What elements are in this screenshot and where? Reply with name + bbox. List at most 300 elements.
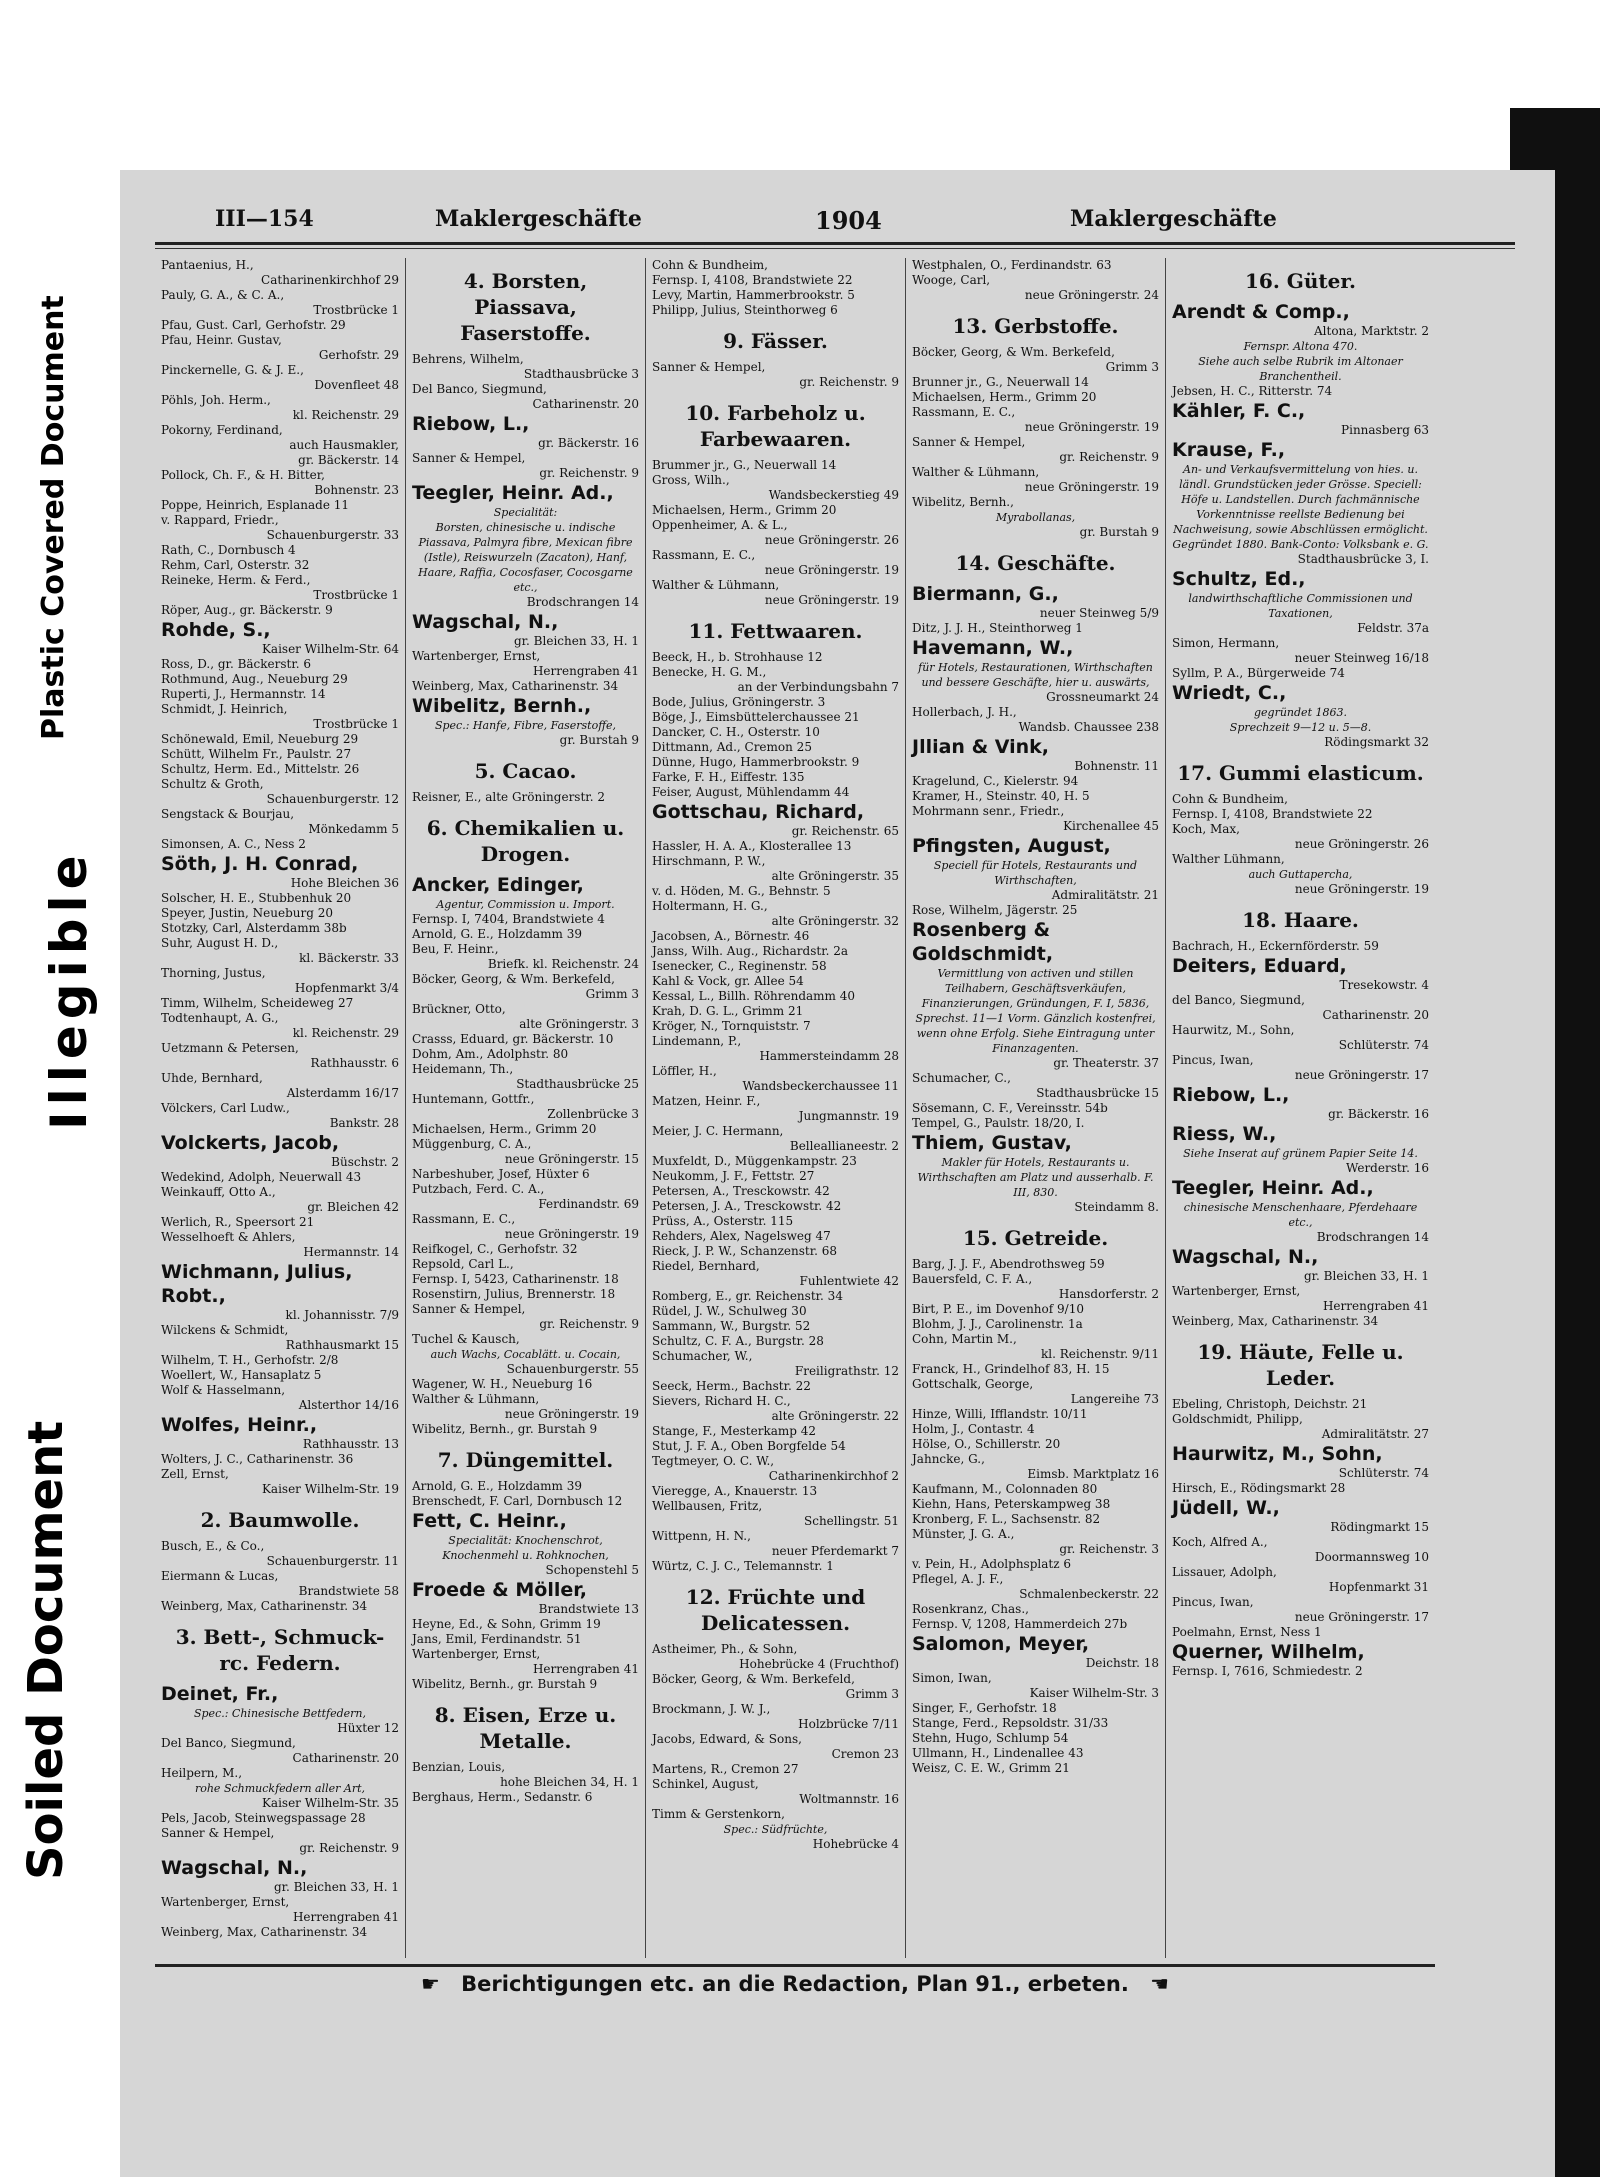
address-line: neue Gröningerstr. 19 bbox=[1024, 420, 1159, 434]
listing-line: Singer, F., Gerhofstr. 18 bbox=[912, 1701, 1057, 1715]
listing-line: Speyer, Justin, Neueburg 20 bbox=[161, 906, 333, 920]
listing-line: Jahncke, G., bbox=[912, 1452, 985, 1466]
address-line: Herrengraben 41 bbox=[292, 1910, 399, 1924]
section-heading: 8. Eisen, Erze u. Metalle. bbox=[434, 1703, 617, 1753]
listing-line: Rehders, Alex, Nagelsweg 47 bbox=[652, 1229, 831, 1243]
address-line: neue Gröningerstr. 19 bbox=[504, 1227, 639, 1241]
section-heading: 18. Haare. bbox=[1242, 908, 1359, 932]
listing-line: Cohn, Martin M., bbox=[912, 1332, 1017, 1346]
address-line: an der Verbindungsbahn 7 bbox=[737, 680, 899, 694]
firm-description: Spec.: Hanfe, Fibre, Faserstoffe, bbox=[434, 719, 617, 732]
listing-line: Beeck, H., b. Strohhause 12 bbox=[652, 650, 823, 664]
listing-line: Wolf & Hasselmann, bbox=[161, 1383, 286, 1397]
listing-line: Jans, Emil, Ferdinandstr. 51 bbox=[412, 1632, 582, 1646]
listing-line: Rothmund, Aug., Neueburg 29 bbox=[161, 672, 348, 686]
address-line: alte Gröningerstr. 22 bbox=[771, 1409, 899, 1423]
pointing-hand-right-icon: ☚ bbox=[1150, 1972, 1169, 1996]
firm-name: Havemann, W., bbox=[912, 637, 1074, 659]
listing-line: Brummer jr., G., Neuerwall 14 bbox=[652, 458, 837, 472]
listing-line: Pincus, Iwan, bbox=[1172, 1053, 1254, 1067]
address-line: Stadthausbrücke 25 bbox=[516, 1077, 639, 1091]
address-line: gr. Reichenstr. 9 bbox=[299, 1841, 399, 1855]
listing-line: Lissauer, Adolph, bbox=[1172, 1565, 1277, 1579]
listing-line: Wartenberger, Ernst, bbox=[412, 649, 541, 663]
address-line: Hohebrücke 4 (Fruchthof) bbox=[739, 1657, 899, 1671]
listing-line: Kronberg, F. L., Sachsenstr. 82 bbox=[912, 1512, 1101, 1526]
listing-line: Sanner & Hempel, bbox=[412, 451, 526, 465]
address-line: Schauenburgerstr. 33 bbox=[266, 528, 399, 542]
address-line: kl. Reichenstr. 9/11 bbox=[1041, 1347, 1159, 1361]
listing-line: Koch, Alfred A., bbox=[1172, 1535, 1268, 1549]
address-line: kl. Reichenstr. 29 bbox=[292, 408, 399, 422]
listing-line: Weinberg, Max, Catharinenstr. 34 bbox=[412, 679, 619, 693]
listing-line: Wolters, J. C., Catharinenstr. 36 bbox=[161, 1452, 354, 1466]
listing-line: Schinkel, August, bbox=[652, 1777, 759, 1791]
listing-line: Putzbach, Ferd. C. A., bbox=[412, 1182, 545, 1196]
section-heading: 11. Fettwaaren. bbox=[688, 619, 863, 643]
listing-line: Pauly, G. A., & C. A., bbox=[161, 288, 285, 302]
listing-line: Seeck, Herm., Bachstr. 22 bbox=[652, 1379, 811, 1393]
firm-name: Riebow, L., bbox=[412, 413, 530, 435]
section-heading: 17. Gummi elasticum. bbox=[1177, 761, 1424, 785]
listing-line: Ebeling, Christoph, Deichstr. 21 bbox=[1172, 1397, 1368, 1411]
listing-line: Woellert, W., Hansaplatz 5 bbox=[161, 1368, 322, 1382]
listing-line: Schmidt, J. Heinrich, bbox=[161, 702, 288, 716]
listing-line: Reifkogel, C., Gerhofstr. 32 bbox=[412, 1242, 578, 1256]
section-heading: 9. Fässer. bbox=[723, 329, 828, 353]
firm-name: Querner, Wilhelm, bbox=[1172, 1641, 1365, 1663]
listing-line: Weinberg, Max, Catharinenstr. 34 bbox=[161, 1925, 368, 1939]
listing-line: Kramer, H., Steinstr. 40, H. 5 bbox=[912, 789, 1090, 803]
listing-line: Mohrmann senr., Friedr., bbox=[912, 804, 1065, 818]
listing-line: Neukomm, J. F., Fettstr. 27 bbox=[652, 1169, 815, 1183]
listing-line: Koch, Max, bbox=[1172, 822, 1240, 836]
firm-name: Volckerts, Jacob, bbox=[161, 1132, 340, 1154]
page-footer bbox=[155, 1972, 1435, 1996]
listing-line: Pollock, Ch. F., & H. Bitter, bbox=[161, 468, 325, 482]
address-line: Holzbrücke 7/11 bbox=[798, 1717, 899, 1731]
footer-rule bbox=[155, 1964, 1435, 1967]
firm-name: Haurwitz, M., Sohn, bbox=[1172, 1443, 1383, 1465]
listing-line: Wartenberger, Ernst, bbox=[412, 1647, 541, 1661]
listing-line: Fernsp. V, 1208, Hammerdeich 27b bbox=[912, 1617, 1128, 1631]
listing-line: Romberg, E., gr. Reichenstr. 34 bbox=[652, 1289, 843, 1303]
listing-line: Kragelund, C., Kielerstr. 94 bbox=[912, 774, 1079, 788]
listing-line: Sievers, Richard H. C., bbox=[652, 1394, 791, 1408]
listing-line: Brockmann, J. W. J., bbox=[652, 1702, 771, 1716]
address-line: neue Gröningerstr. 19 bbox=[1294, 882, 1429, 896]
header-rule bbox=[155, 242, 1515, 245]
address-line: alte Gröningerstr. 32 bbox=[771, 914, 899, 928]
listing-line: Simonsen, A. C., Ness 2 bbox=[161, 837, 306, 851]
listing-line: Vieregge, A., Knauerstr. 13 bbox=[652, 1484, 818, 1498]
listing-line: Wesselhoeft & Ahlers, bbox=[161, 1230, 296, 1244]
address-line: Catharinenstr. 20 bbox=[292, 1751, 399, 1765]
address-line: Fuhlentwiete 42 bbox=[799, 1274, 899, 1288]
listing-line: Tempel, G., Paulstr. 18/20, I. bbox=[912, 1116, 1085, 1130]
listing-line: v. d. Höden, M. G., Behnstr. 5 bbox=[652, 884, 831, 898]
listing-line: Arnold, G. E., Holzdamm 39 bbox=[412, 927, 583, 941]
address-line: Brandstwiete 13 bbox=[538, 1602, 639, 1616]
listing-line: v. Rappard, Friedr., bbox=[161, 513, 279, 527]
listing-line: Jacobs, Edward, & Sons, bbox=[652, 1732, 802, 1746]
address-line: Pinnasberg 63 bbox=[1341, 423, 1429, 437]
listing-line: Matzen, Heinr. F., bbox=[652, 1094, 761, 1108]
address-line: auch Hausmakler, bbox=[289, 438, 399, 452]
address-line: Schauenburgerstr. 11 bbox=[266, 1554, 399, 1568]
listing-line: Sösemann, C. F., Vereinsstr. 54b bbox=[912, 1101, 1108, 1115]
firm-name: Jüdell, W., bbox=[1172, 1497, 1280, 1519]
listing-line: Brenschedt, F. Carl, Dornbusch 12 bbox=[412, 1494, 623, 1508]
address-line: Freiligrathstr. 12 bbox=[794, 1364, 899, 1378]
listing-line: Berghaus, Herm., Sedanstr. 6 bbox=[412, 1790, 593, 1804]
address-line: Kaiser Wilhelm-Str. 19 bbox=[261, 1482, 399, 1496]
column-5 bbox=[1165, 258, 1435, 1958]
firm-description: Spec.: Chinesische Bettfedern, bbox=[193, 1707, 367, 1720]
firm-description: Agentur, Commission u. Import. bbox=[436, 898, 615, 911]
section-heading: 19. Häute, Felle u. Leder. bbox=[1197, 1340, 1404, 1390]
firm-name: Salomon, Meyer, bbox=[912, 1633, 1090, 1655]
listing-line: Repsold, Carl L., bbox=[412, 1257, 514, 1271]
address-line: Rödingmarkt 15 bbox=[1330, 1520, 1429, 1534]
listing-line: Schultz, Herm. Ed., Mittelstr. 26 bbox=[161, 762, 360, 776]
listing-line: Rassmann, E. C., bbox=[412, 1212, 516, 1226]
firm-description: Specialität: Knochenschrot, Knochenmehl u. Rohknochen, bbox=[442, 1534, 609, 1562]
firm-description: Makler für Hotels, Restaurants u. Wirthschaften am Platz und ausserhalb. F. III, 830. bbox=[917, 1156, 1154, 1199]
firm-name: Robt., bbox=[161, 1285, 226, 1307]
listing-line: Del Banco, Siegmund, bbox=[161, 1736, 296, 1750]
listing-line: Philipp, Julius, Steinthorweg 6 bbox=[652, 303, 838, 317]
listing-line: Walther & Lühmann, bbox=[412, 1392, 540, 1406]
address-line: Deichstr. 18 bbox=[1085, 1656, 1159, 1670]
address-line: Schellingstr. 51 bbox=[804, 1514, 899, 1528]
address-line: gr. Reichenstr. 9 bbox=[539, 1317, 639, 1331]
listing-line: Stange, F., Mesterkamp 42 bbox=[652, 1424, 817, 1438]
listing-line: Bachrach, H., Eckernförderstr. 59 bbox=[1172, 939, 1379, 953]
listing-line: Oppenheimer, A. & L., bbox=[652, 518, 788, 532]
address-line: Hohebrücke 4 bbox=[812, 1837, 899, 1851]
listing-line: Rath, C., Dornbusch 4 bbox=[161, 543, 296, 557]
listing-columns bbox=[155, 258, 1515, 1958]
address-line: Belleallianeestr. 2 bbox=[789, 1139, 899, 1153]
listing-line: Janss, Wilh. Aug., Richardstr. 2a bbox=[652, 944, 849, 958]
firm-name: Deiters, Eduard, bbox=[1172, 955, 1347, 977]
listing-line: Poelmahn, Ernst, Ness 1 bbox=[1172, 1625, 1322, 1639]
firm-name: Riess, W., bbox=[1172, 1123, 1277, 1145]
address-line: Rathhausstr. 13 bbox=[302, 1437, 399, 1451]
listing-line: Uhde, Bernhard, bbox=[161, 1071, 263, 1085]
address-line: Trostbrücke 1 bbox=[313, 717, 399, 731]
listing-line: Gross, Wilh., bbox=[652, 473, 730, 487]
firm-name: Pfingsten, August, bbox=[912, 835, 1111, 857]
pointing-hand-left-icon: ☛ bbox=[421, 1972, 440, 1996]
listing-line: Münster, J. G. A., bbox=[912, 1527, 1015, 1541]
listing-line: v. Pein, H., Adolphsplatz 6 bbox=[912, 1557, 1071, 1571]
address-line: Herrengraben 41 bbox=[532, 1662, 639, 1676]
address-line: Woltmannstr. 16 bbox=[799, 1792, 899, 1806]
firm-description: chinesische Menschenhaare, Pferdehaare etc., bbox=[1183, 1201, 1418, 1229]
address-line: Kirchenallee 45 bbox=[1063, 819, 1159, 833]
listing-line: Walther & Lühmann, bbox=[652, 578, 780, 592]
address-line: Bohnenstr. 23 bbox=[314, 483, 399, 497]
address-line: Grossneumarkt 24 bbox=[1046, 690, 1159, 704]
listing-line: Narbeshuber, Josef, Hüxter 6 bbox=[412, 1167, 590, 1181]
listing-line: Rassmann, E. C., bbox=[912, 405, 1016, 419]
listing-line: Dohm, Am., Adolphstr. 80 bbox=[412, 1047, 569, 1061]
listing-line: Rehm, Carl, Osterstr. 32 bbox=[161, 558, 310, 572]
address-line: Stadthausbrücke 3, I. bbox=[1297, 552, 1429, 566]
listing-line: Böcker, Georg, & Wm. Berkefeld, bbox=[652, 1672, 855, 1686]
firm-description: Siehe Inserat auf grünem Papier Seite 14. bbox=[1183, 1147, 1418, 1160]
listing-line: Rüdel, J. W., Schulweg 30 bbox=[652, 1304, 807, 1318]
listing-line: Weinberg, Max, Catharinenstr. 34 bbox=[1172, 1314, 1379, 1328]
address-line: neue Gröningerstr. 26 bbox=[764, 533, 899, 547]
listing-line: Simon, Hermann, bbox=[1172, 636, 1280, 650]
listing-line: Wartenberger, Ernst, bbox=[1172, 1284, 1301, 1298]
address-line: Hopfenmarkt 31 bbox=[1328, 1580, 1429, 1594]
listing-line: Arnold, G. E., Holzdamm 39 bbox=[412, 1479, 583, 1493]
listing-line: Stotzky, Carl, Alsterdamm 38b bbox=[161, 921, 347, 935]
listing-line: Heilpern, M., bbox=[161, 1766, 243, 1780]
header-left-title: Maklergeschäfte bbox=[435, 206, 642, 232]
firm-name: Teegler, Heinr. Ad., bbox=[1172, 1177, 1374, 1199]
address-line: Stadthausbrücke 15 bbox=[1036, 1086, 1159, 1100]
column-3 bbox=[645, 258, 905, 1958]
firm-description: Borsten, chinesische u. indische Piassava, Palmyra fibre, Mexican fibre (Istle), Reiswurzeln (Zacaton), Hanf, Haare, Raffia, Cocosfaser, Cocosgarne etc., bbox=[418, 521, 633, 594]
listing-line: Weinberg, Max, Catharinenstr. 34 bbox=[161, 1599, 368, 1613]
listing-line: Sengstack & Bourjau, bbox=[161, 807, 295, 821]
listing-line: Gottschalk, George, bbox=[912, 1377, 1034, 1391]
listing-line: Simon, Iwan, bbox=[912, 1671, 992, 1685]
listing-line: Birt, P. E., im Dovenhof 9/10 bbox=[912, 1302, 1084, 1316]
address-line: Brodschrangen 14 bbox=[1316, 1230, 1429, 1244]
firm-name: Krause, F., bbox=[1172, 439, 1286, 461]
listing-line: Bode, Julius, Gröningerstr. 3 bbox=[652, 695, 826, 709]
listing-line: Petersen, J. A., Tresckowstr. 42 bbox=[652, 1199, 842, 1213]
firm-name: Rohde, S., bbox=[161, 619, 271, 641]
address-line: gr. Bleichen 33, H. 1 bbox=[1303, 1269, 1429, 1283]
listing-line: Jebsen, H. C., Ritterstr. 74 bbox=[1172, 384, 1333, 398]
listing-line: Busch, E., & Co., bbox=[161, 1539, 265, 1553]
listing-line: Werlich, R., Speersort 21 bbox=[161, 1215, 315, 1229]
address-line: Catharinenstr. 20 bbox=[532, 397, 639, 411]
listing-line: Todtenhaupt, A. G., bbox=[161, 1011, 279, 1025]
address-line: alte Gröningerstr. 35 bbox=[771, 869, 899, 883]
listing-line: Sanner & Hempel, bbox=[412, 1302, 526, 1316]
listing-line: Riedel, Bernhard, bbox=[652, 1259, 760, 1273]
address-line: Rathhausstr. 6 bbox=[310, 1056, 399, 1070]
listing-line: Weinkauff, Otto A., bbox=[161, 1185, 276, 1199]
address-line: Admiralitätstr. 27 bbox=[1321, 1427, 1429, 1441]
listing-line: Wibelitz, Bernh., gr. Burstah 9 bbox=[412, 1422, 598, 1436]
listing-line: Isenecker, C., Reginenstr. 58 bbox=[652, 959, 827, 973]
listing-line: Sanner & Hempel, bbox=[912, 435, 1026, 449]
address-line: gr. Burstah 9 bbox=[559, 733, 639, 747]
listing-line: Weisz, C. E. W., Grimm 21 bbox=[912, 1761, 1070, 1775]
address-line: Doormannsweg 10 bbox=[1314, 1550, 1429, 1564]
listing-line: Schumacher, W., bbox=[652, 1349, 753, 1363]
address-line: Kaiser Wilhelm-Str. 64 bbox=[261, 642, 399, 656]
section-heading: 12. Früchte und Delicatessen. bbox=[685, 1585, 866, 1635]
listing-line: Behrens, Wilhelm, bbox=[412, 352, 524, 366]
address-line: Bohnenstr. 11 bbox=[1074, 759, 1159, 773]
listing-line: Heyne, Ed., & Sohn, Grimm 19 bbox=[412, 1617, 601, 1631]
listing-line: Solscher, H. E., Stubbenhuk 20 bbox=[161, 891, 352, 905]
address-line: Alsterdamm 16/17 bbox=[286, 1086, 399, 1100]
header-rule-thin bbox=[155, 248, 1515, 249]
listing-line: Goldschmidt, Philipp, bbox=[1172, 1412, 1303, 1426]
listing-line: Wooge, Carl, bbox=[912, 273, 991, 287]
listing-line: Wartenberger, Ernst, bbox=[161, 1895, 290, 1909]
document-page bbox=[120, 170, 1555, 2177]
address-line: neue Gröningerstr. 26 bbox=[1294, 837, 1429, 851]
side-label-illegible: Illegible bbox=[40, 849, 98, 1130]
listing-line: Reisner, E., alte Gröningerstr. 2 bbox=[412, 790, 605, 804]
listing-line: Astheimer, Ph., & Sohn, bbox=[652, 1642, 798, 1656]
listing-line: Ruperti, J., Hermannstr. 14 bbox=[161, 687, 326, 701]
address-line: Schlüterstr. 74 bbox=[1338, 1038, 1429, 1052]
firm-description: gegründet 1863. bbox=[1254, 706, 1347, 719]
listing-line: Brückner, Otto, bbox=[412, 1002, 506, 1016]
address-line: neue Gröningerstr. 19 bbox=[1024, 480, 1159, 494]
listing-line: Sammann, W., Burgstr. 52 bbox=[652, 1319, 811, 1333]
section-heading: 7. Düngemittel. bbox=[437, 1448, 614, 1472]
listing-line: Blohm, J. J., Carolinenstr. 1a bbox=[912, 1317, 1083, 1331]
column-2 bbox=[405, 258, 645, 1958]
address-line: Trostbrücke 1 bbox=[313, 588, 399, 602]
listing-line: Kessal, L., Billh. Röhrendamm 40 bbox=[652, 989, 856, 1003]
listing-line: Dancker, C. H., Osterstr. 10 bbox=[652, 725, 820, 739]
section-heading: 2. Baumwolle. bbox=[200, 1508, 360, 1532]
address-line: Stadthausbrücke 3 bbox=[523, 367, 639, 381]
listing-line: Böcker, Georg, & Wm. Berkefeld, bbox=[912, 345, 1115, 359]
listing-line: Petersen, A., Tresckowstr. 42 bbox=[652, 1184, 830, 1198]
listing-line: Kaufmann, M., Colonnaden 80 bbox=[912, 1482, 1098, 1496]
listing-line: Meier, J. C. Hermann, bbox=[652, 1124, 784, 1138]
listing-line: Jacobsen, A., Börnestr. 46 bbox=[652, 929, 810, 943]
address-line: Grimm 3 bbox=[585, 987, 639, 1001]
listing-line: Wilckens & Schmidt, bbox=[161, 1323, 289, 1337]
listing-line: Benzian, Louis, bbox=[412, 1760, 506, 1774]
page-header bbox=[155, 200, 1515, 244]
listing-line: Michaelsen, Herm., Grimm 20 bbox=[652, 503, 837, 517]
listing-line: Cohn & Bundheim, bbox=[1172, 792, 1288, 806]
listing-line: Dittmann, Ad., Cremon 25 bbox=[652, 740, 812, 754]
listing-line: Timm, Wilhelm, Scheideweg 27 bbox=[161, 996, 354, 1010]
listing-line: Fernsp. I, 5423, Catharinenstr. 18 bbox=[412, 1272, 619, 1286]
listing-line: Würtz, C. J. C., Telemannstr. 1 bbox=[652, 1559, 834, 1573]
listing-line: Böcker, Georg, & Wm. Berkefeld, bbox=[412, 972, 615, 986]
listing-line: Bauersfeld, C. F. A., bbox=[912, 1272, 1033, 1286]
listing-line: Hassler, H. A. A., Klosterallee 13 bbox=[652, 839, 852, 853]
address-line: kl. Johannisstr. 7/9 bbox=[285, 1308, 399, 1322]
section-heading: 5. Cacao. bbox=[474, 759, 577, 783]
listing-line: Kröger, N., Tornquiststr. 7 bbox=[652, 1019, 811, 1033]
listing-line: Wagener, W. H., Neueburg 16 bbox=[412, 1377, 593, 1391]
listing-line: Schultz & Groth, bbox=[161, 777, 264, 791]
listing-line: Lindemann, P., bbox=[652, 1034, 742, 1048]
firm-description: Sprechzeit 9—12 u. 5—8. bbox=[1229, 721, 1372, 734]
firm-description: für Hotels, Restaurationen, Wirthschaften und bessere Geschäfte, hier u. auswärts, bbox=[918, 661, 1153, 689]
firm-name: Wriedt, C., bbox=[1172, 682, 1287, 704]
address-line: Tresekowstr. 4 bbox=[1339, 978, 1429, 992]
listing-line: Tegtmeyer, O. C. W., bbox=[652, 1454, 775, 1468]
address-line: Hüxter 12 bbox=[337, 1721, 399, 1735]
firm-name: Kähler, F. C., bbox=[1172, 400, 1306, 422]
firm-description: An- und Verkaufsvermittelung von hies. u. ländl. Grundstücken jeder Grösse. Speciell: Höfe u. Landstellen. Durch fachmännische Vorkenntnisse reellste Bedienung bei Nachweisung, sowie Abschlüssen ermöglicht. Gegründet 1880. Bank-Conto: Volksbank e. G. bbox=[1172, 463, 1429, 551]
address-line: gr. Reichenstr. 9 bbox=[799, 375, 899, 389]
address-line: gr. Reichenstr. 9 bbox=[1059, 450, 1159, 464]
listing-line: Kahl & Vock, gr. Allee 54 bbox=[652, 974, 804, 988]
listing-line: Michaelsen, Herm., Grimm 20 bbox=[912, 390, 1097, 404]
address-line: Schopenstehl 5 bbox=[545, 1563, 639, 1577]
listing-line: Benecke, H. G. M., bbox=[652, 665, 767, 679]
firm-name: Arendt & Comp., bbox=[1172, 301, 1350, 323]
address-line: Hopfenmarkt 3/4 bbox=[294, 981, 399, 995]
address-line: Alsterthor 14/16 bbox=[298, 1398, 399, 1412]
firm-description: Specialität: bbox=[493, 506, 558, 519]
header-right-title: Maklergeschäfte bbox=[1070, 206, 1277, 232]
address-line: neue Gröningerstr. 17 bbox=[1294, 1068, 1429, 1082]
address-line: Schmalenbeckerstr. 22 bbox=[1019, 1587, 1159, 1601]
firm-name: Rosenberg & Goldschmidt, bbox=[912, 919, 1054, 965]
listing-line: Stehn, Hugo, Schlump 54 bbox=[912, 1731, 1069, 1745]
listing-line: Poppe, Heinrich, Esplanade 11 bbox=[161, 498, 350, 512]
listing-line: Fernsp. I, 4108, Brandstwiete 22 bbox=[652, 273, 853, 287]
address-line: gr. Bleichen 42 bbox=[307, 1200, 399, 1214]
listing-line: Walther & Lühmann, bbox=[912, 465, 1040, 479]
address-line: neue Gröningerstr. 24 bbox=[1024, 288, 1159, 302]
section-heading: 10. Farbeholz u. Farbewaaren. bbox=[685, 401, 866, 451]
listing-line: Brunner jr., G., Neuerwall 14 bbox=[912, 375, 1089, 389]
listing-line: Wibelitz, Bernh., bbox=[912, 495, 1014, 509]
address-line: neue Gröningerstr. 19 bbox=[504, 1407, 639, 1421]
firm-name: Wagschal, N., bbox=[161, 1857, 308, 1879]
firm-name: Jllian & Vink, bbox=[912, 736, 1050, 758]
address-line: Dovenfleet 48 bbox=[314, 378, 399, 392]
address-line: Catharinenkirchhof 2 bbox=[768, 1469, 899, 1483]
listing-line: Pflegel, A. J. F., bbox=[912, 1572, 1004, 1586]
listing-line: Sanner & Hempel, bbox=[652, 360, 766, 374]
firm-description: auch Guttapercha, bbox=[1248, 868, 1353, 881]
listing-line: Franck, H., Grindelhof 83, H. 15 bbox=[912, 1362, 1110, 1376]
listing-line: Pantaenius, H., bbox=[161, 258, 254, 272]
address-line: neue Gröningerstr. 19 bbox=[764, 563, 899, 577]
firm-name: Riebow, L., bbox=[1172, 1084, 1290, 1106]
address-line: gr. Bäckerstr. 14 bbox=[298, 453, 399, 467]
firm-description: rohe Schmuckfedern aller Art, bbox=[194, 1782, 366, 1795]
firm-name: Gottschau, Richard, bbox=[652, 801, 865, 823]
listing-line: Michaelsen, Herm., Grimm 20 bbox=[412, 1122, 597, 1136]
address-line: Werderstr. 16 bbox=[1345, 1161, 1429, 1175]
firm-name: Wibelitz, Bernh., bbox=[412, 695, 592, 717]
listing-line: Hölse, O., Schillerstr. 20 bbox=[912, 1437, 1061, 1451]
listing-line: Müggenburg, C. A., bbox=[412, 1137, 532, 1151]
address-line: alte Gröningerstr. 3 bbox=[519, 1017, 639, 1031]
address-line: Trostbrücke 1 bbox=[313, 303, 399, 317]
address-line: Cremon 23 bbox=[831, 1747, 899, 1761]
address-line: Gerhofstr. 29 bbox=[318, 348, 399, 362]
listing-line: Schumacher, C., bbox=[912, 1071, 1011, 1085]
listing-line: Huntemann, Gottfr., bbox=[412, 1092, 535, 1106]
listing-line: Rassmann, E. C., bbox=[652, 548, 756, 562]
firm-name: Deinet, Fr., bbox=[161, 1683, 279, 1705]
address-line: Hermannstr. 14 bbox=[303, 1245, 399, 1259]
listing-line: Krah, D. G. L., Grimm 21 bbox=[652, 1004, 804, 1018]
listing-line: Tuchel & Kausch, bbox=[412, 1332, 520, 1346]
firm-name: Schultz, Ed., bbox=[1172, 568, 1306, 590]
address-line: Ferdinandstr. 69 bbox=[538, 1197, 639, 1211]
